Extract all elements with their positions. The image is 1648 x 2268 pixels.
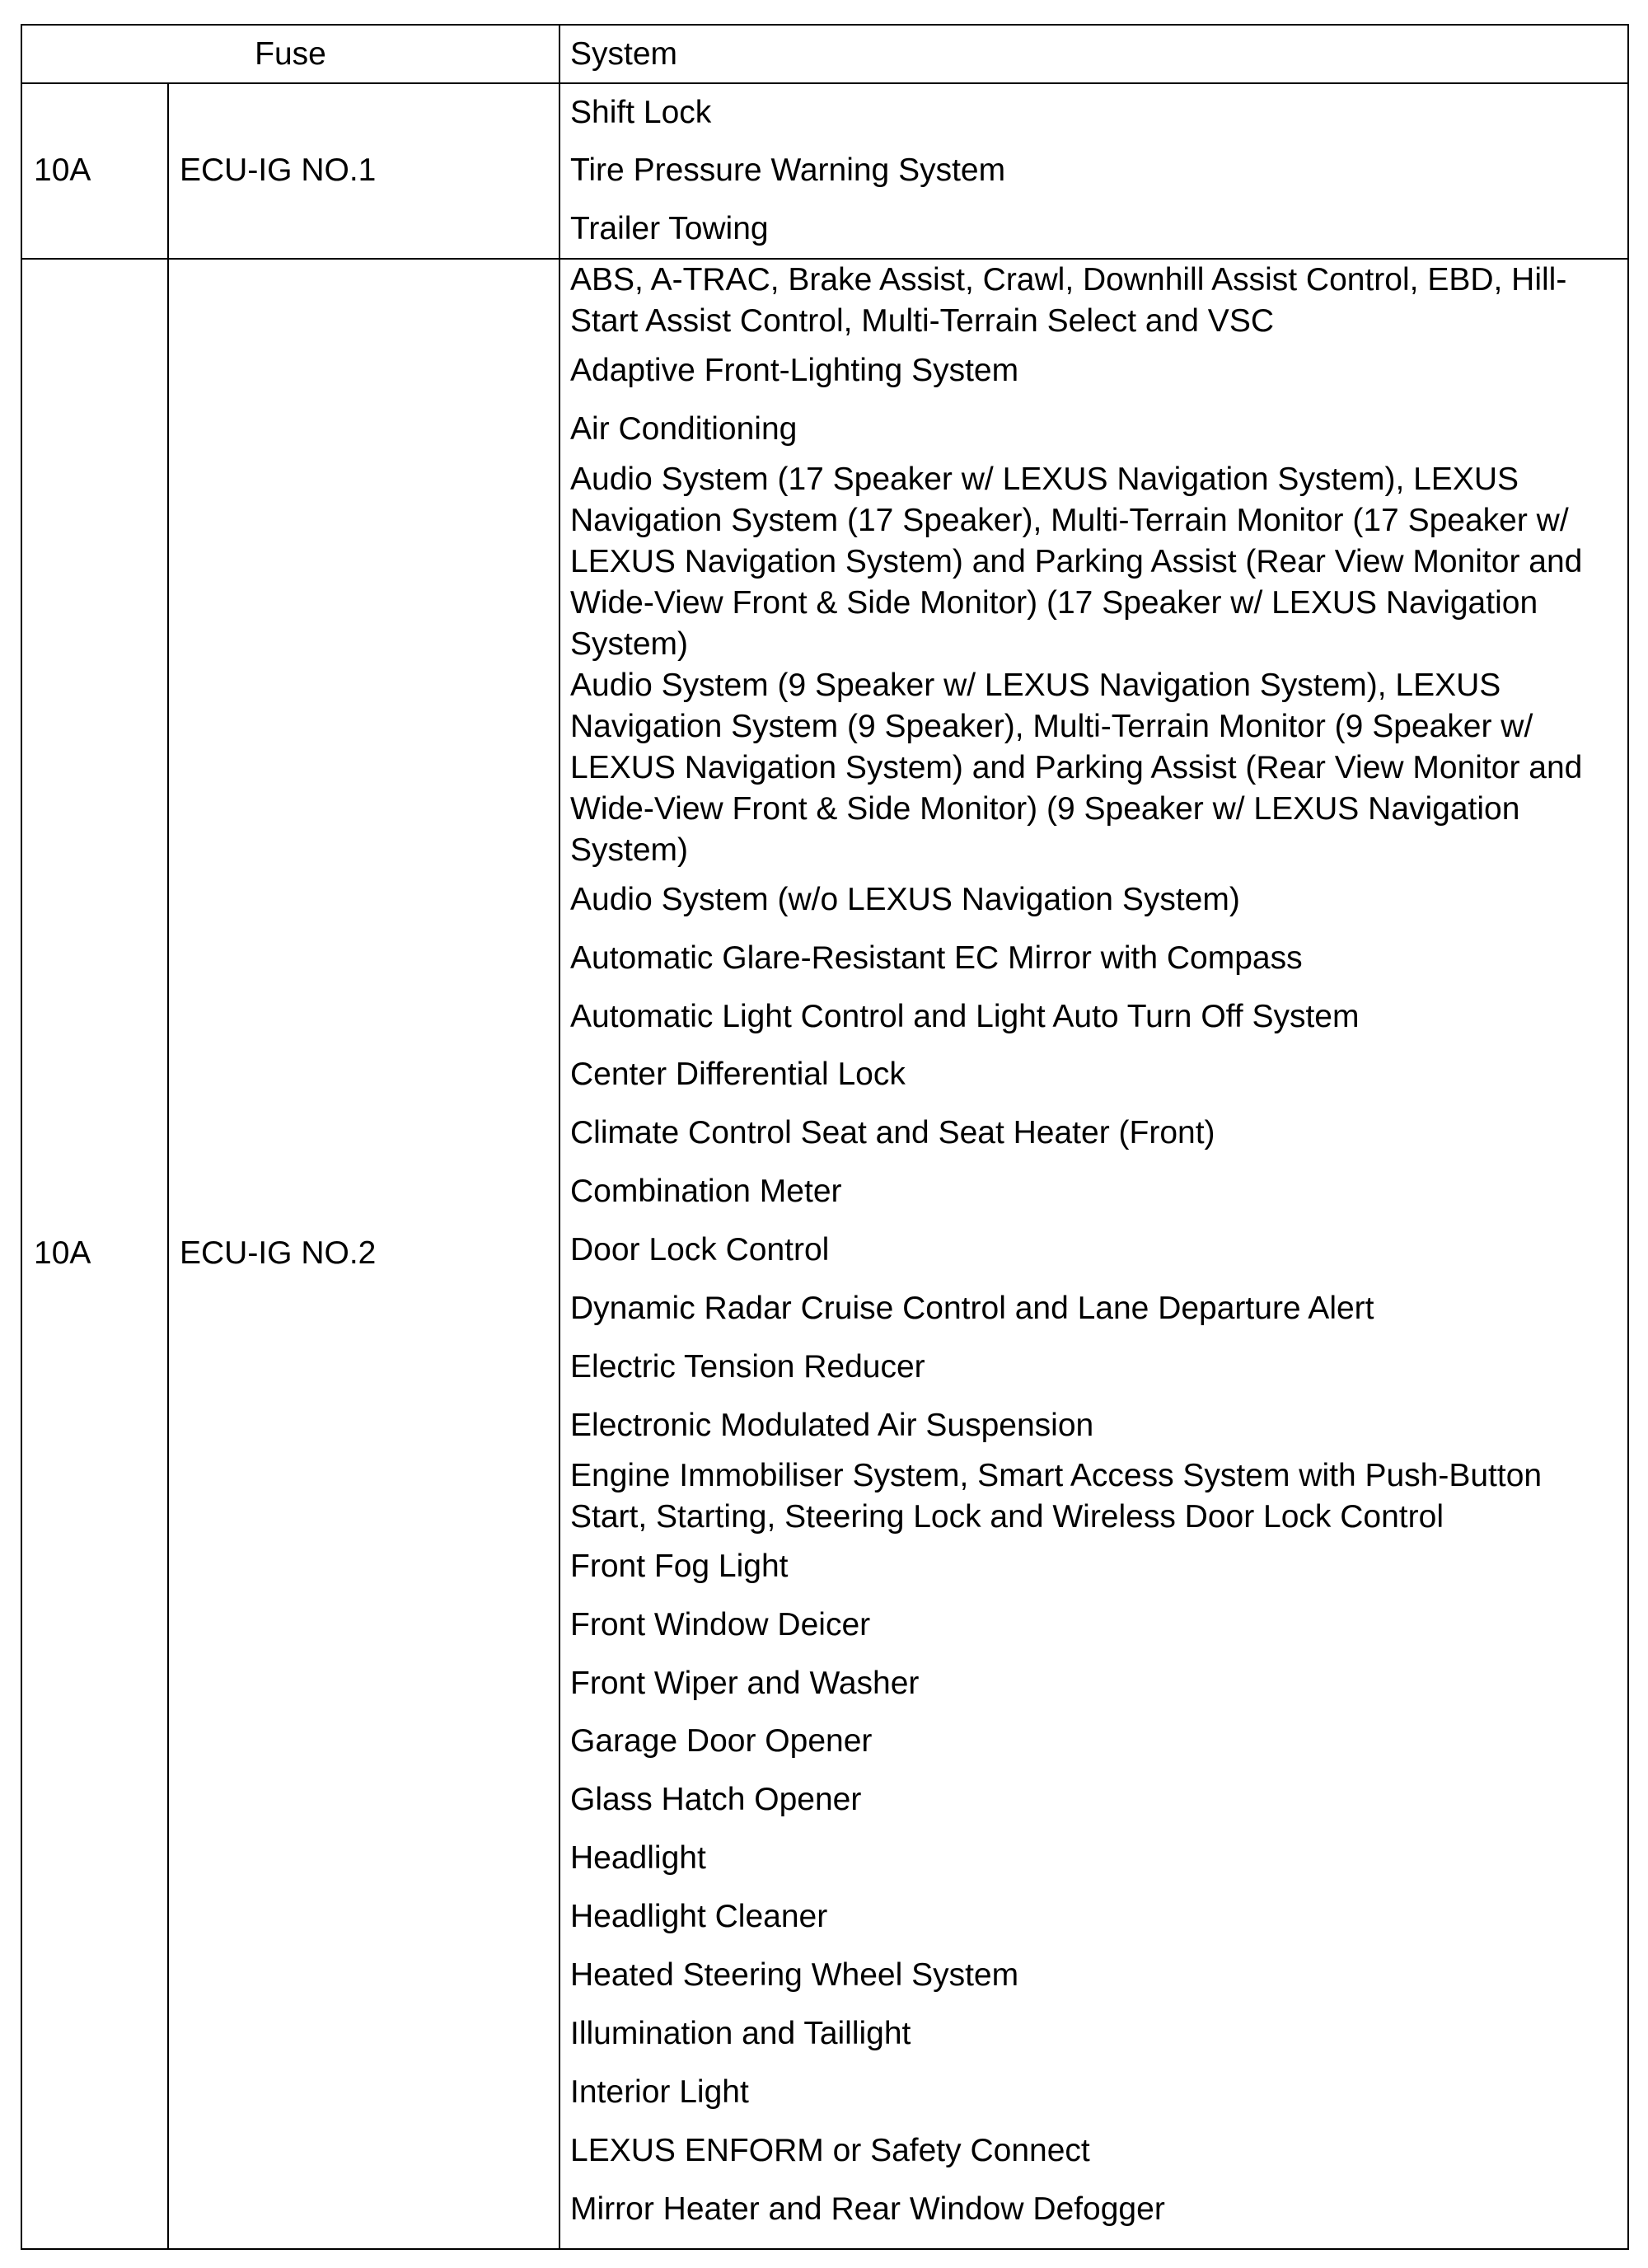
table-row: [21, 259, 1628, 2249]
system-list: [570, 260, 1618, 2239]
system-list: [570, 84, 1618, 258]
system-item: Electronic Modulated Air Suspension: [570, 1407, 1094, 1443]
system-item: LEXUS ENFORM or Safety Connect: [570, 2132, 1090, 2168]
system-item: Center Differential Lock: [570, 1057, 906, 1093]
fuse-name: ECU-IG NO.2: [168, 259, 559, 2249]
table-header-row: [21, 25, 1628, 83]
system-item: Adaptive Front-Lighting System: [570, 352, 1019, 388]
system-item: Headlight: [570, 1840, 706, 1877]
fuse-table: [21, 24, 1629, 2250]
system-item: Automatic Light Control and Light Auto Turn Off System: [570, 998, 1360, 1034]
system-item: Engine Immobiliser System, Smart Access System with Push-Button Start, Starting, Steering Lock and Wireless Door Lock Control: [570, 1457, 1543, 1535]
system-item: Glass Hatch Opener: [570, 1782, 862, 1818]
system-item: Dynamic Radar Cruise Control and Lane Departure Alert: [570, 1291, 1374, 1327]
system-item: Door Lock Control: [570, 1232, 830, 1268]
system-item: Electric Tension Reducer: [570, 1348, 925, 1385]
system-item: Mirror Heater and Rear Window Defogger: [570, 2191, 1165, 2227]
system-item: Automatic Glare-Resistant EC Mirror with Compass: [570, 940, 1303, 976]
header-system: System: [559, 25, 1628, 83]
system-item: Audio System (w/o LEXUS Navigation System): [570, 881, 1240, 917]
fuse-amperage: 10A: [21, 259, 168, 2249]
system-item: Tire Pressure Warning System: [570, 152, 1006, 189]
system-item: Shift Lock: [570, 95, 712, 130]
system-cell: [559, 259, 1628, 2249]
system-item: Headlight Cleaner: [570, 1899, 828, 1935]
system-item: Front Window Deicer: [570, 1606, 871, 1642]
system-item: Front Wiper and Washer: [570, 1665, 920, 1701]
system-cell: [559, 83, 1628, 259]
system-item: Audio System (17 Speaker w/ LEXUS Navigation System), LEXUS Navigation System (17 Speaker), Multi-Terrain Monitor (17 Speaker w/ LEXUS Navigation System) and Parking Assist (Rear View Monitor and Wide-View Front & Side Monitor) (17 Speaker w/ LEXUS Navigation System): [570, 461, 1583, 662]
fuse-name: ECU-IG NO.1: [168, 83, 559, 259]
system-item: Garage Door Opener: [570, 1723, 873, 1760]
system-item: Audio System (9 Speaker w/ LEXUS Navigation System), LEXUS Navigation System (9 Speaker), Multi-Terrain Monitor (9 Speaker w/ LEXUS Navigation System) and Parking Assist (Rear View Monitor and Wide-View Front & Side Monitor) (9 Speaker w/ LEXUS Navigation System): [570, 667, 1583, 868]
system-item: Combination Meter: [570, 1174, 842, 1210]
system-item: Heated Steering Wheel System: [570, 1957, 1019, 1994]
system-item: Illumination and Taillight: [570, 2016, 911, 2052]
system-item: Interior Light: [570, 2074, 749, 2110]
header-fuse: Fuse: [21, 25, 559, 83]
system-item: Trailer Towing: [570, 210, 769, 246]
fuse-amperage: 10A: [21, 83, 168, 259]
system-item: Air Conditioning: [570, 410, 798, 447]
system-item: Front Fog Light: [570, 1548, 789, 1584]
system-item: Climate Control Seat and Seat Heater (Front): [570, 1115, 1215, 1151]
table-row: [21, 83, 1628, 259]
system-item: ABS, A-TRAC, Brake Assist, Crawl, Downhill Assist Control, EBD, Hill-Start Assist Control, Multi-Terrain Select and VSC: [570, 261, 1567, 339]
